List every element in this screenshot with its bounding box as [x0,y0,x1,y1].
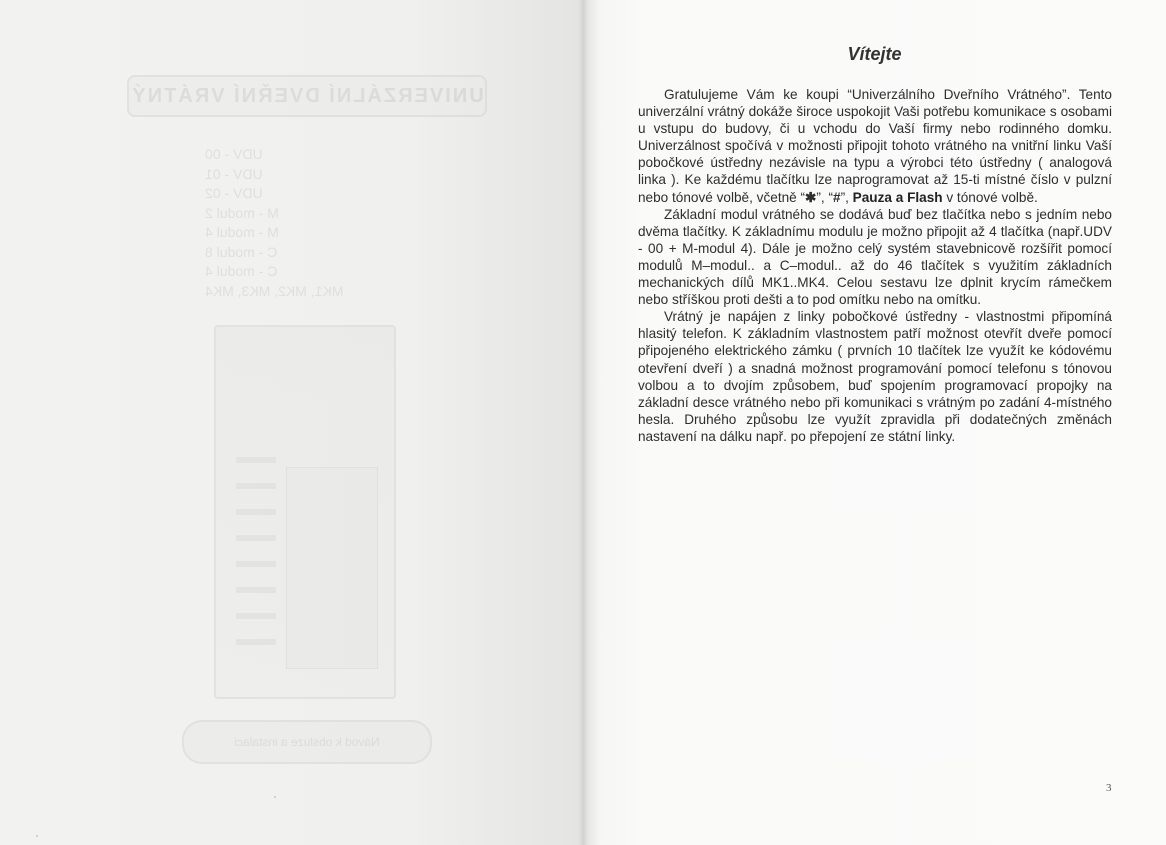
ghost-cover-footer: Návod k obsluze a instalaci [182,720,432,764]
ghost-device-panel [286,467,378,669]
paper-speck [274,796,276,798]
page-number: 3 [1106,782,1112,794]
intro-end: v tónové volbě. [942,189,1038,205]
intro-separator-2: ”, [840,189,853,205]
paragraph-intro [638,86,1112,206]
binding-gutter [578,0,588,845]
paper-speck [36,835,38,837]
star-symbol: ✱ [805,189,817,205]
right-page [583,0,1166,845]
ghost-model-item: M - modul 2 [205,204,279,221]
ghost-model-item: M - modul 4 [205,224,279,240]
pause-flash-bold: Pauza a Flash [852,189,943,205]
page-title: Vítejte [847,44,902,64]
intro-separator: ”, “ [816,189,834,205]
paragraph-modules: Základní modul vrátného se dodává buď bez tlačítka nebo s jedním nebo dvěma tlačítky. K základnímu modulu je možno připojit až 4 tlačítka (např.UDV - 00 + M-modul 4). Dále je možno celý systém stavebnicově rozšířit pomocí modulů M–modul.. a C–modul.. až do 46 tlačítek s využitím základních mechanických dílů MK1..MK4. Celou sestavu lze dplnit krycím rámečkem nebo stříškou proti dešti a to pod omítku nebo na omítku. [638,206,1112,308]
hash-symbol: # [833,189,841,205]
ghost-device-illustration [214,325,396,699]
ghost-model-item: UDV - 02 [205,185,263,201]
ghost-model-item: MK1, MK2, MK3, MK4 [205,282,344,299]
ghost-cover-banner: UNIVERZÁLNÍ DVEŘNÍ VRÁTNÝ [127,75,487,117]
paragraph-features: Vrátný je napájen z linky pobočkové ústředny - vlastnostmi připomíná hlasitý telefon. K základním vlastnostem patří možnost otevřít dveře pomocí připojeného elektrického zámku ( prvních 10 tlačítek lze využít ke kódovému otevření dveří ) a snadná možnost programování pomocí telefonu s tónovou volbou a to dvojím způsobem, buď spojením programovací propojky na základní desce vrátného nebo při komunikaci s vrátným po zadání 4-místného hesla. Druhého způsobu lze využít zpravidla při dodatečných změnách nastavení na dálku např. po přepojení ze státní linky. [638,309,1112,444]
intro-text: Gratulujeme Vám ke koupi “Univerzálního Dveřního Vrátného”. Tento univerzální vrátný dokáže široce uspokojit Vaši potřebu komunikace s osobami u vstupu do budovy, či u vchodu do Vaší firmy nebo rodinného domku. Univerzálnost spočívá v možnosti připojit tohoto vrátného na vnitřní linku Vaší pobočkové ústředny nezávisle na typu a výrobci této ústředny ( analogová linka ). Ke každému tlačítku lze naprogramovat až 15-ti místné číslo v pulzní nebo tónové volbě, včetně “ [638,87,1112,205]
ghost-model-item: UDV - 01 [205,165,263,182]
ghost-device-buttons [236,457,276,657]
ghost-model-item: C - modul 8 [205,243,278,260]
ghost-model-list [205,145,405,301]
ghost-model-item: UDV - 00 [205,146,263,162]
body-text [638,86,1112,445]
ghost-model-item: C - modul 4 [205,263,278,279]
